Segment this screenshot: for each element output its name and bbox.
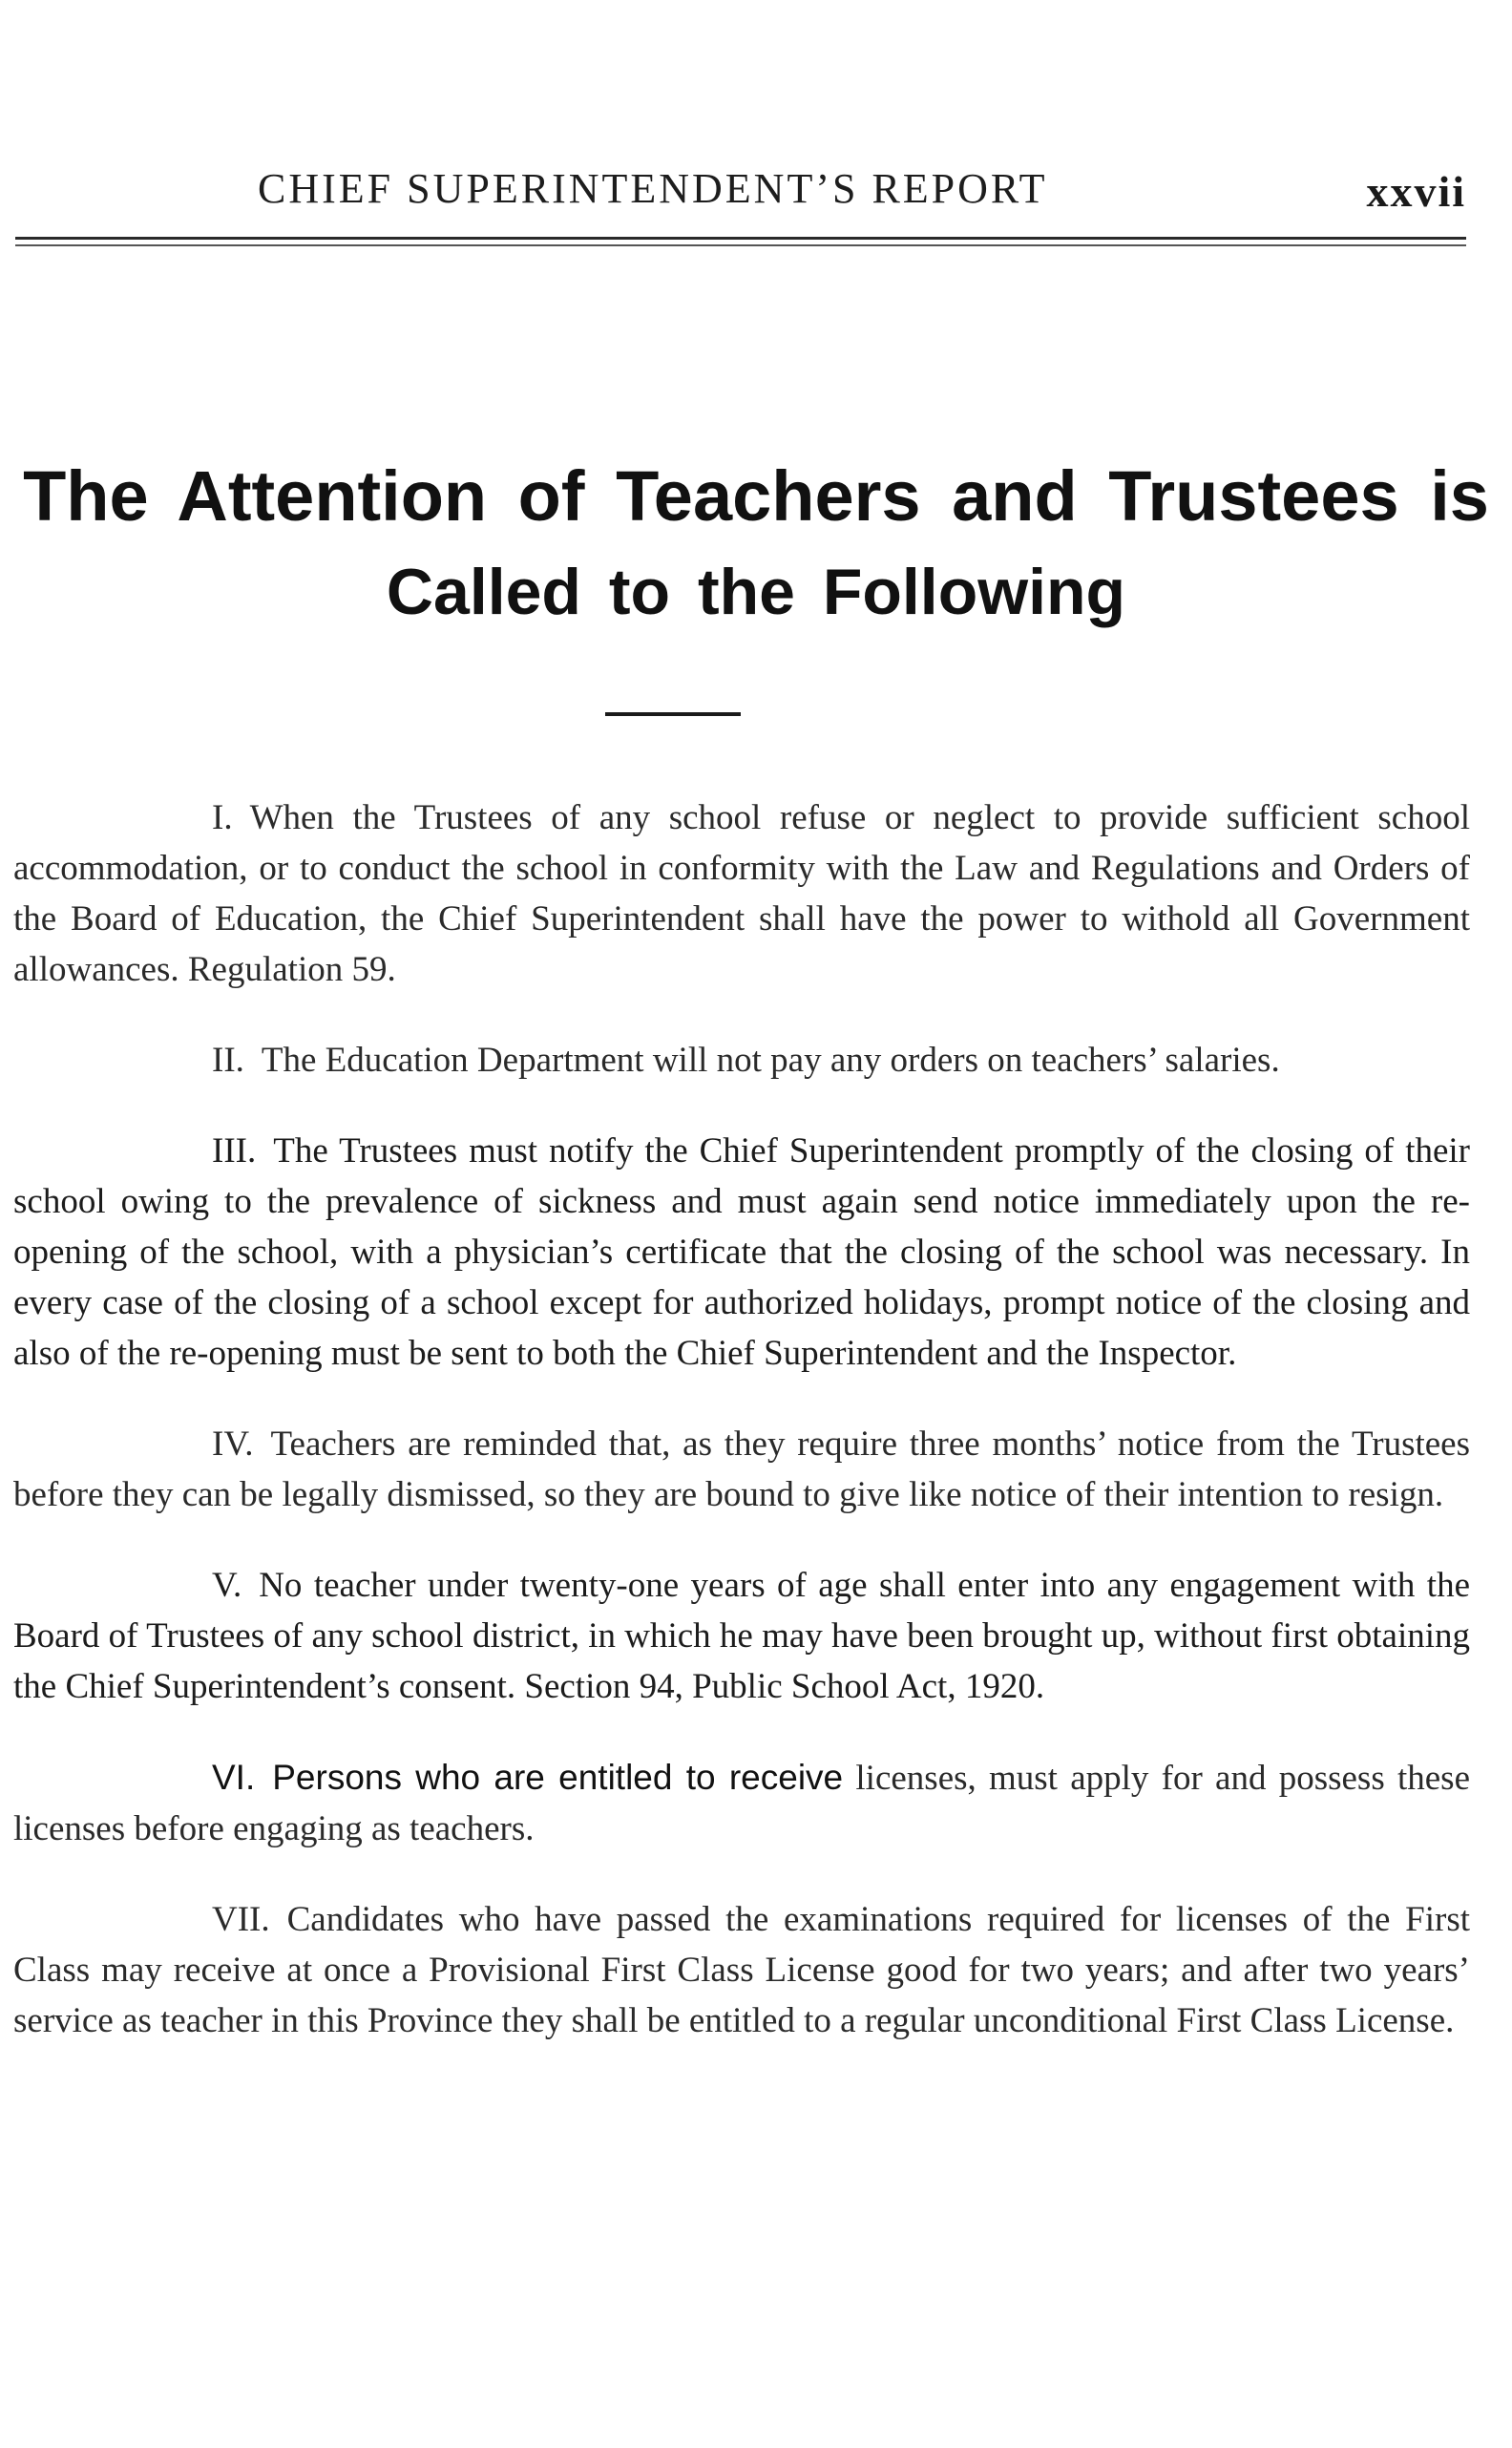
- section-text: No teacher under twenty-one years of age shall enter into any engagement with the Board of Trustees of any school district, in which he may have been brought up, without first obtaining the Chief Superintendent’s consent. Section 94, Public School Act, 1920.: [13, 1566, 1471, 1706]
- header-rule-top: [15, 237, 1466, 240]
- page-title: [0, 449, 1512, 640]
- section-text: When the Trustees of any school refuse or neglect to provide sufficient school accommodation, or to conduct the school in conformity with the Law and Regulations and Orders of the Board of Education, the Chief Superintendent shall have the power to withold all Government allowances. Regulation 59.: [13, 798, 1470, 989]
- section-text: licenses, must apply for and possess these licenses before engaging as teachers.: [13, 1759, 1470, 1848]
- section-text: Teachers are reminded that, as they require three months’ notice from the Trustees before they can be legally dismissed, so they are bound to give like notice of their intention to resign.: [13, 1424, 1470, 1514]
- notice-section-7: [13, 1894, 1470, 2046]
- notice-section-5: [13, 1560, 1470, 1712]
- section-number: II.: [212, 1041, 244, 1080]
- running-title: CHIEF SUPERINTENDENT’S REPORT: [258, 165, 1048, 212]
- section-number: V.: [212, 1566, 242, 1605]
- notice-section-2: [13, 1035, 1470, 1086]
- title-divider: [605, 712, 741, 716]
- page-title-line-1: The Attention of Teachers and Trustees is: [23, 456, 1489, 536]
- section-number: VI.: [212, 1758, 256, 1797]
- section-number: III.: [212, 1131, 257, 1171]
- section-text: The Trustees must notify the Chief Superintendent promptly of the closing of their school owing to the prevalence of sickness and must again send notice immediately upon the re-opening of the school, with a physician’s certificate that the closing of the school was necessary. In every case of the closing of a school except for authorized holidays, prompt notice of the closing and also of the re-opening must be sent to both the Chief Superintendent and the Inspector.: [13, 1131, 1470, 1373]
- section-number: VII.: [212, 1900, 270, 1939]
- notice-section-1: [13, 792, 1470, 995]
- section-text: Candidates who have passed the examinations required for licenses of the First Class may receive at once a Provisional First Class License good for two years; and after two years’ service as teacher in this Province they shall be entitled to a regular unconditional First Class License.: [13, 1900, 1470, 2040]
- section-number: I.: [212, 798, 233, 837]
- section-lead-text: Persons who are entitled to receive: [272, 1758, 844, 1797]
- header-rule-bottom: [15, 244, 1466, 246]
- notice-list: [13, 792, 1470, 2086]
- page-number: xxvii: [1366, 167, 1466, 216]
- page-title-line-2: Called to the Following: [386, 556, 1126, 628]
- notice-section-3: [13, 1126, 1470, 1379]
- running-header: [0, 164, 1512, 222]
- notice-section-6: [13, 1752, 1470, 1854]
- section-text: The Education Department will not pay any orders on teachers’ salaries.: [261, 1041, 1280, 1080]
- notice-section-4: [13, 1419, 1470, 1520]
- section-number: IV.: [212, 1424, 254, 1464]
